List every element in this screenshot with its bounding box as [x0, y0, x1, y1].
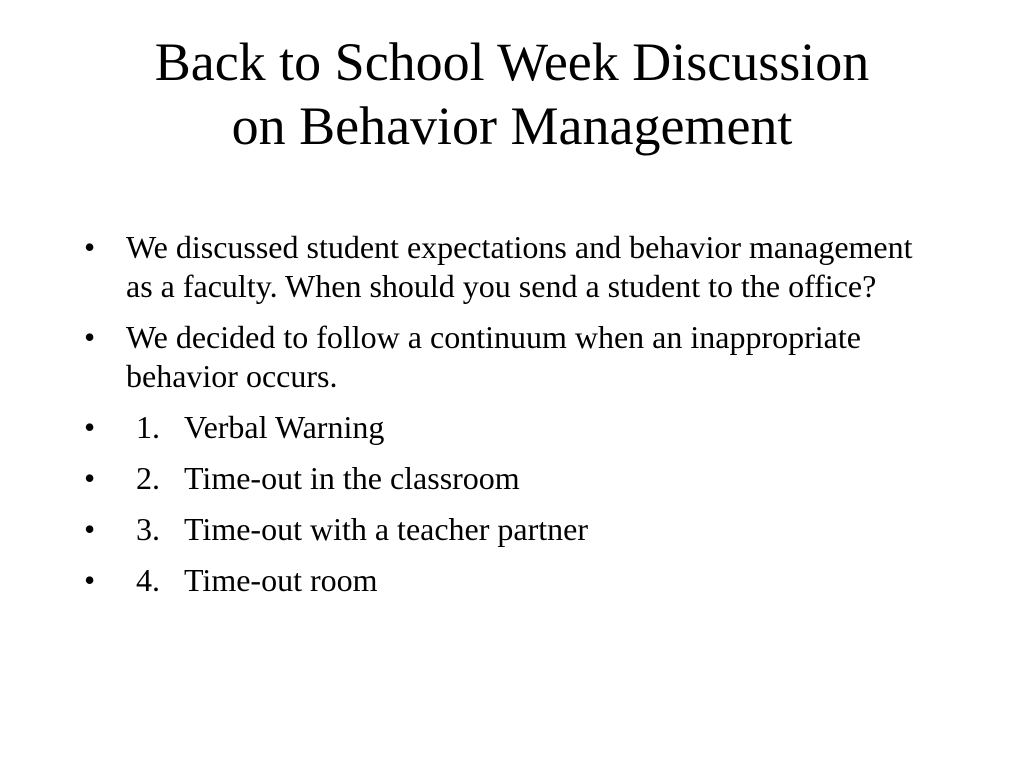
slide-title-line-1: Back to School Week Discussion [154, 32, 870, 92]
bullet-text: We discussed student expectations and behavior management as a faculty. When should you send a student to the office? [126, 229, 913, 304]
step-item [84, 459, 944, 498]
step-text [126, 561, 944, 600]
bullet-item [84, 318, 944, 396]
step-item [84, 408, 944, 447]
bullet-dot-icon: • [84, 562, 96, 598]
bullet-text: We decided to follow a continuum when an inappropriate behavior occurs. [126, 319, 861, 394]
step-number: 3. [136, 511, 160, 547]
bullet-list [84, 228, 944, 612]
step-label: Time-out room [184, 562, 378, 598]
bullet-dot-icon: • [84, 409, 96, 445]
step-item [84, 510, 944, 549]
step-label: Time-out with a teacher partner [184, 511, 589, 547]
slide-title [40, 30, 984, 158]
bullet-dot-icon: • [84, 319, 96, 355]
step-number: 4. [136, 562, 160, 598]
bullet-dot-icon: • [84, 229, 96, 265]
bullet-item [84, 228, 944, 306]
step-number: 1. [136, 409, 160, 445]
step-text [126, 510, 944, 549]
step-label: Verbal Warning [184, 409, 385, 445]
step-text [126, 408, 944, 447]
step-label: Time-out in the classroom [184, 460, 520, 496]
bullet-dot-icon: • [84, 460, 96, 496]
bullet-dot-icon: • [84, 511, 96, 547]
slide-title-line-2: on Behavior Management [231, 96, 793, 156]
step-number: 2. [136, 460, 160, 496]
step-text [126, 459, 944, 498]
step-item [84, 561, 944, 600]
